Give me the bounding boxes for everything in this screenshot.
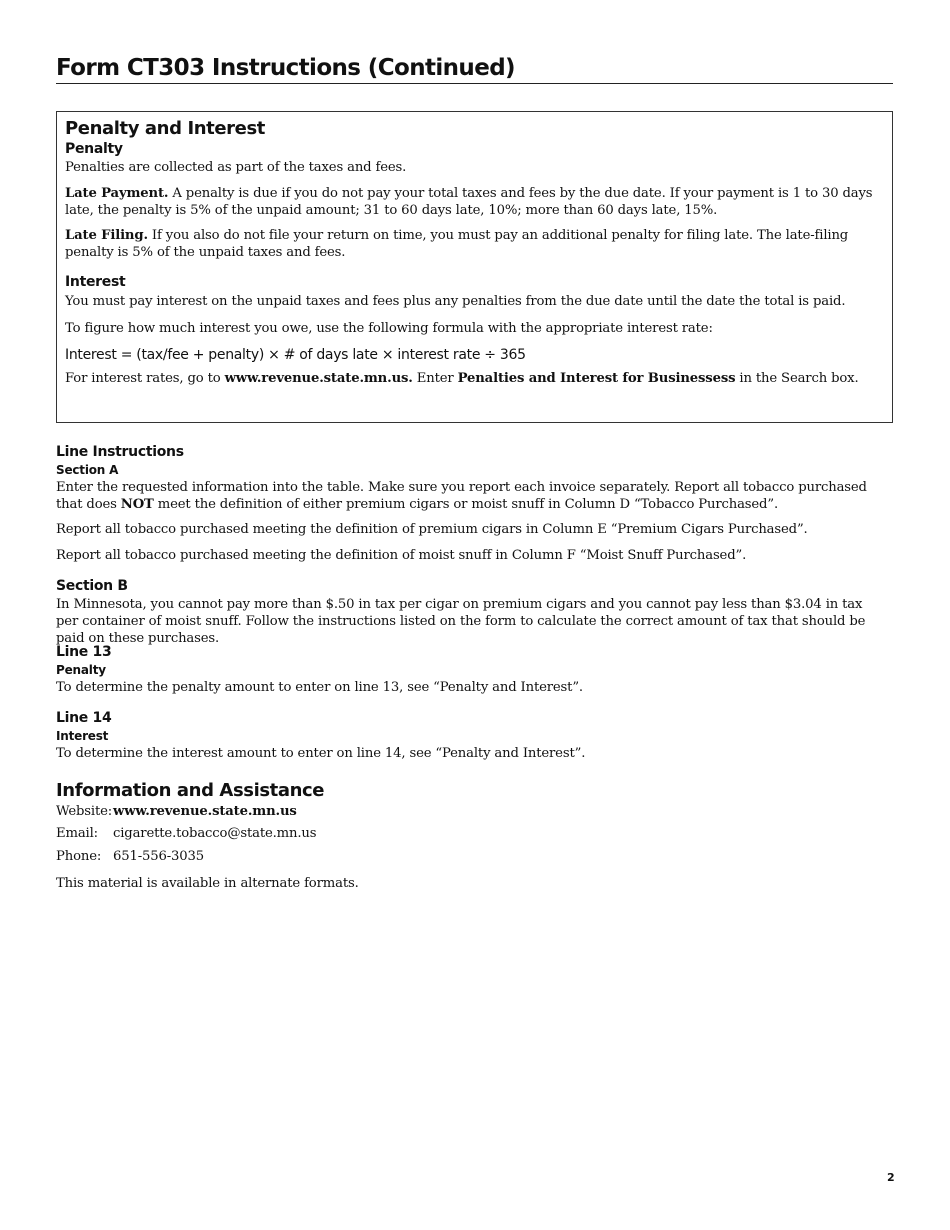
penalty-heading: Penalty bbox=[65, 141, 123, 157]
section-a-heading: Section A bbox=[56, 463, 119, 477]
line-13-subheading: Penalty bbox=[56, 663, 106, 677]
line-14-heading: Line 14 bbox=[56, 710, 112, 726]
formula-intro: To figure how much interest you owe, use the following formula with the appropriate interest rate: bbox=[65, 321, 713, 336]
email-label: Email: bbox=[56, 826, 98, 841]
page-title: Form CT303 Instructions (Continued) bbox=[56, 55, 515, 81]
section-a-paragraph-1 bbox=[56, 479, 886, 513]
section-b-heading: Section B bbox=[56, 578, 128, 594]
section-a-paragraph-3: Report all tobacco purchased meeting the definition of moist snuff in Column F “Moist Snuff Purchased”. bbox=[56, 548, 747, 563]
alternate-formats-text: This material is available in alternate formats. bbox=[56, 876, 359, 891]
phone-label: Phone: bbox=[56, 849, 102, 864]
section-a-para1-after: meet the definition of either premium cigars or moist snuff in Column D “Tobacco Purchased”. bbox=[153, 497, 778, 512]
penalty-text: Penalties are collected as part of the taxes and fees. bbox=[65, 160, 407, 175]
line-14-text: To determine the interest amount to enter on line 14, see “Penalty and Interest”. bbox=[56, 746, 586, 761]
section-a-para1-bold: NOT bbox=[120, 497, 154, 512]
interest-rates-paragraph bbox=[65, 370, 880, 387]
line-14-subheading: Interest bbox=[56, 729, 109, 743]
penalty-interest-heading: Penalty and Interest bbox=[65, 118, 265, 139]
website-link[interactable]: www.revenue.state.mn.us bbox=[113, 804, 297, 819]
late-payment-label: Late Payment. bbox=[65, 186, 169, 201]
page-number: 2 bbox=[887, 1171, 895, 1184]
rates-middle: Enter bbox=[412, 371, 458, 386]
website-row bbox=[56, 803, 656, 820]
late-payment-text: A penalty is due if you do not pay your total taxes and fees by the due date. If your payment is 1 to 30 days late, the penalty is 5% of the unpaid amount; 31 to 60 days late, 10%; more than 60 days late, 15%. bbox=[65, 186, 873, 218]
interest-heading: Interest bbox=[65, 274, 126, 290]
late-payment-paragraph bbox=[65, 185, 880, 219]
line-13-heading: Line 13 bbox=[56, 644, 112, 660]
email-row bbox=[56, 825, 656, 842]
rates-search-term: Penalties and Interest for Businessess bbox=[457, 371, 736, 386]
assistance-heading: Information and Assistance bbox=[56, 780, 325, 801]
late-filing-text: If you also do not file your return on time, you must pay an additional penalty for filing late. The late-filing penalty is 5% of the unpaid taxes and fees. bbox=[65, 228, 849, 260]
website-label: Website: bbox=[56, 804, 113, 819]
phone-row bbox=[56, 848, 656, 865]
late-filing-paragraph bbox=[65, 227, 880, 261]
phone-value: 651-556-3035 bbox=[113, 849, 205, 864]
section-b-text: In Minnesota, you cannot pay more than $.50 in tax per cigar on premium cigars and you cannot pay less than $3.04 in tax per container of moist snuff. Follow the instructions listed on the form to calculate the correct amount of tax that should be paid on these purchases. bbox=[56, 597, 866, 646]
interest-formula: Interest = (tax/fee + penalty) × # of days late × interest rate ÷ 365 bbox=[65, 347, 526, 363]
title-divider bbox=[56, 83, 893, 84]
rates-website: www.revenue.state.mn.us. bbox=[224, 371, 413, 386]
rates-prefix: For interest rates, go to bbox=[65, 371, 225, 386]
section-a-paragraph-2: Report all tobacco purchased meeting the definition of premium cigars in Column E “Premium Cigars Purchased”. bbox=[56, 522, 808, 537]
interest-text: You must pay interest on the unpaid taxes and fees plus any penalties from the due date until the date the total is paid. bbox=[65, 294, 846, 309]
rates-suffix: in the Search box. bbox=[735, 371, 859, 386]
late-filing-label: Late Filing. bbox=[65, 228, 148, 243]
line-instructions-heading: Line Instructions bbox=[56, 444, 184, 460]
email-link[interactable]: cigarette.tobacco@state.mn.us bbox=[113, 826, 317, 841]
line-13-text: To determine the penalty amount to enter on line 13, see “Penalty and Interest”. bbox=[56, 680, 583, 695]
section-a-para1-before: Enter the requested information into the table. Make sure you report each invoice separately. Report all tobacco purchased that does bbox=[56, 480, 867, 512]
